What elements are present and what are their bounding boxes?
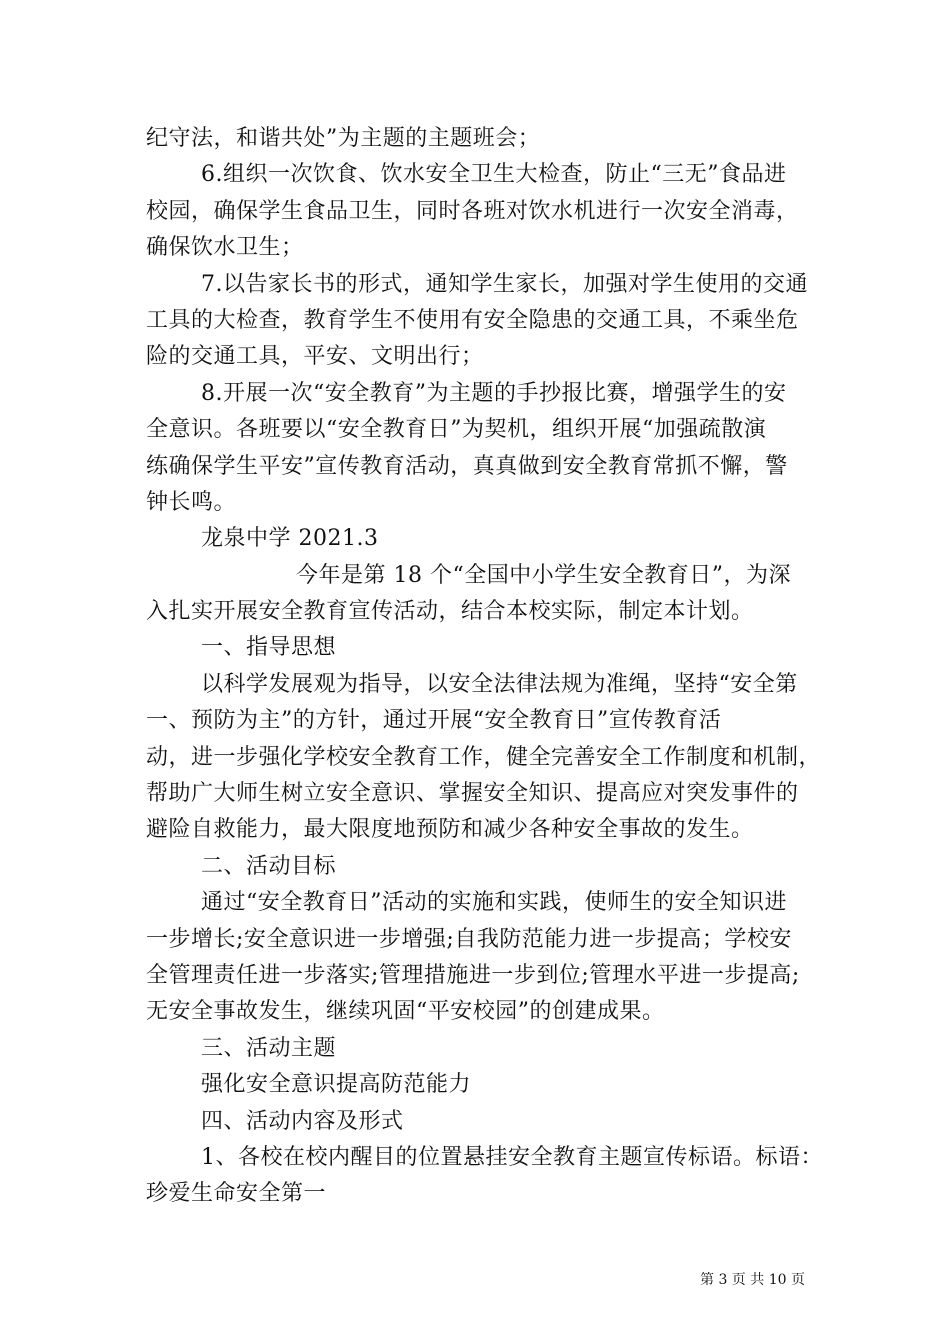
page-number: 第 3 页 共 10 页 [700, 1272, 805, 1288]
section-heading: 四、活动内容及形式 [201, 1108, 404, 1134]
text-line: 一、预防为主”的方针，通过开展“安全教育日”宣传教育活 [146, 708, 722, 734]
text-line: 练确保学生平安”宣传教育活动，真真做到安全教育常抓不懈，警 [146, 453, 788, 479]
text-line: 钟长鸣。 [146, 489, 237, 515]
section-heading: 二、活动目标 [201, 853, 337, 879]
text-line: 1、各校在校内醒目的位置悬挂安全教育主题宣传标语。标语： [201, 1144, 823, 1170]
text-line: 全管理责任进一步落实;管理措施进一步到位;管理水平进一步提高; [146, 962, 800, 988]
text-line: 确保饮水卫生； [146, 235, 304, 261]
section-heading: 一、指导思想 [201, 635, 337, 661]
text-line: 今年是第 18 个“全国中小学生安全教育日”，为深 [296, 562, 791, 588]
text-line: 无安全事故发生，继续巩固“平安校园”的创建成果。 [146, 999, 665, 1025]
text-line: 帮助广大师生树立安全意识、掌握安全知识、提高应对突发事件的 [146, 781, 799, 807]
text-line: 工具的大检查，教育学生不使用有安全隐患的交通工具，不乘坐危 [146, 307, 799, 333]
text-line: 珍爱生命安全第一 [146, 1181, 327, 1207]
text-line: 8.开展一次“安全教育”为主题的手抄报比赛，增强学生的安 [201, 380, 787, 406]
text-line: 强化安全意识提高防范能力 [201, 1072, 472, 1098]
signature-line: 龙泉中学 2021.3 [201, 526, 379, 552]
text-line: 动，进一步强化学校安全教育工作，健全完善安全工作制度和机制， [146, 744, 822, 770]
text-line: 一步增长;安全意识进一步增强;自我防范能力进一步提高；学校安 [146, 926, 792, 952]
text-line: 入扎实开展安全教育宣传活动，结合本校实际，制定本计划。 [146, 599, 754, 625]
text-line: 7.以告家长书的形式，通知学生家长，加强对学生使用的交通 [201, 271, 808, 297]
section-heading: 三、活动主题 [201, 1035, 337, 1061]
text-line: 避险自救能力，最大限度地预防和减少各种安全事故的发生。 [146, 817, 754, 843]
text-line: 险的交通工具，平安、文明出行； [146, 344, 484, 370]
text-line: 通过“安全教育日”活动的实施和实践，使师生的安全知识进 [201, 890, 787, 916]
document-body [146, 121, 826, 1213]
text-line: 6.组织一次饮食、饮水安全卫生大检查，防止“三无”食品进 [201, 162, 787, 188]
text-line: 校园，确保学生食品卫生，同时各班对饮水机进行一次安全消毒， [146, 198, 799, 224]
text-line: 纪守法，和谐共处”为主题的主题班会； [146, 126, 541, 151]
text-line: 以科学发展观为指导，以安全法律法规为准绳，坚持“安全第 [201, 671, 798, 697]
text-line: 全意识。各班要以“安全教育日”为契机，组织开展“加强疏散演 [146, 417, 767, 443]
